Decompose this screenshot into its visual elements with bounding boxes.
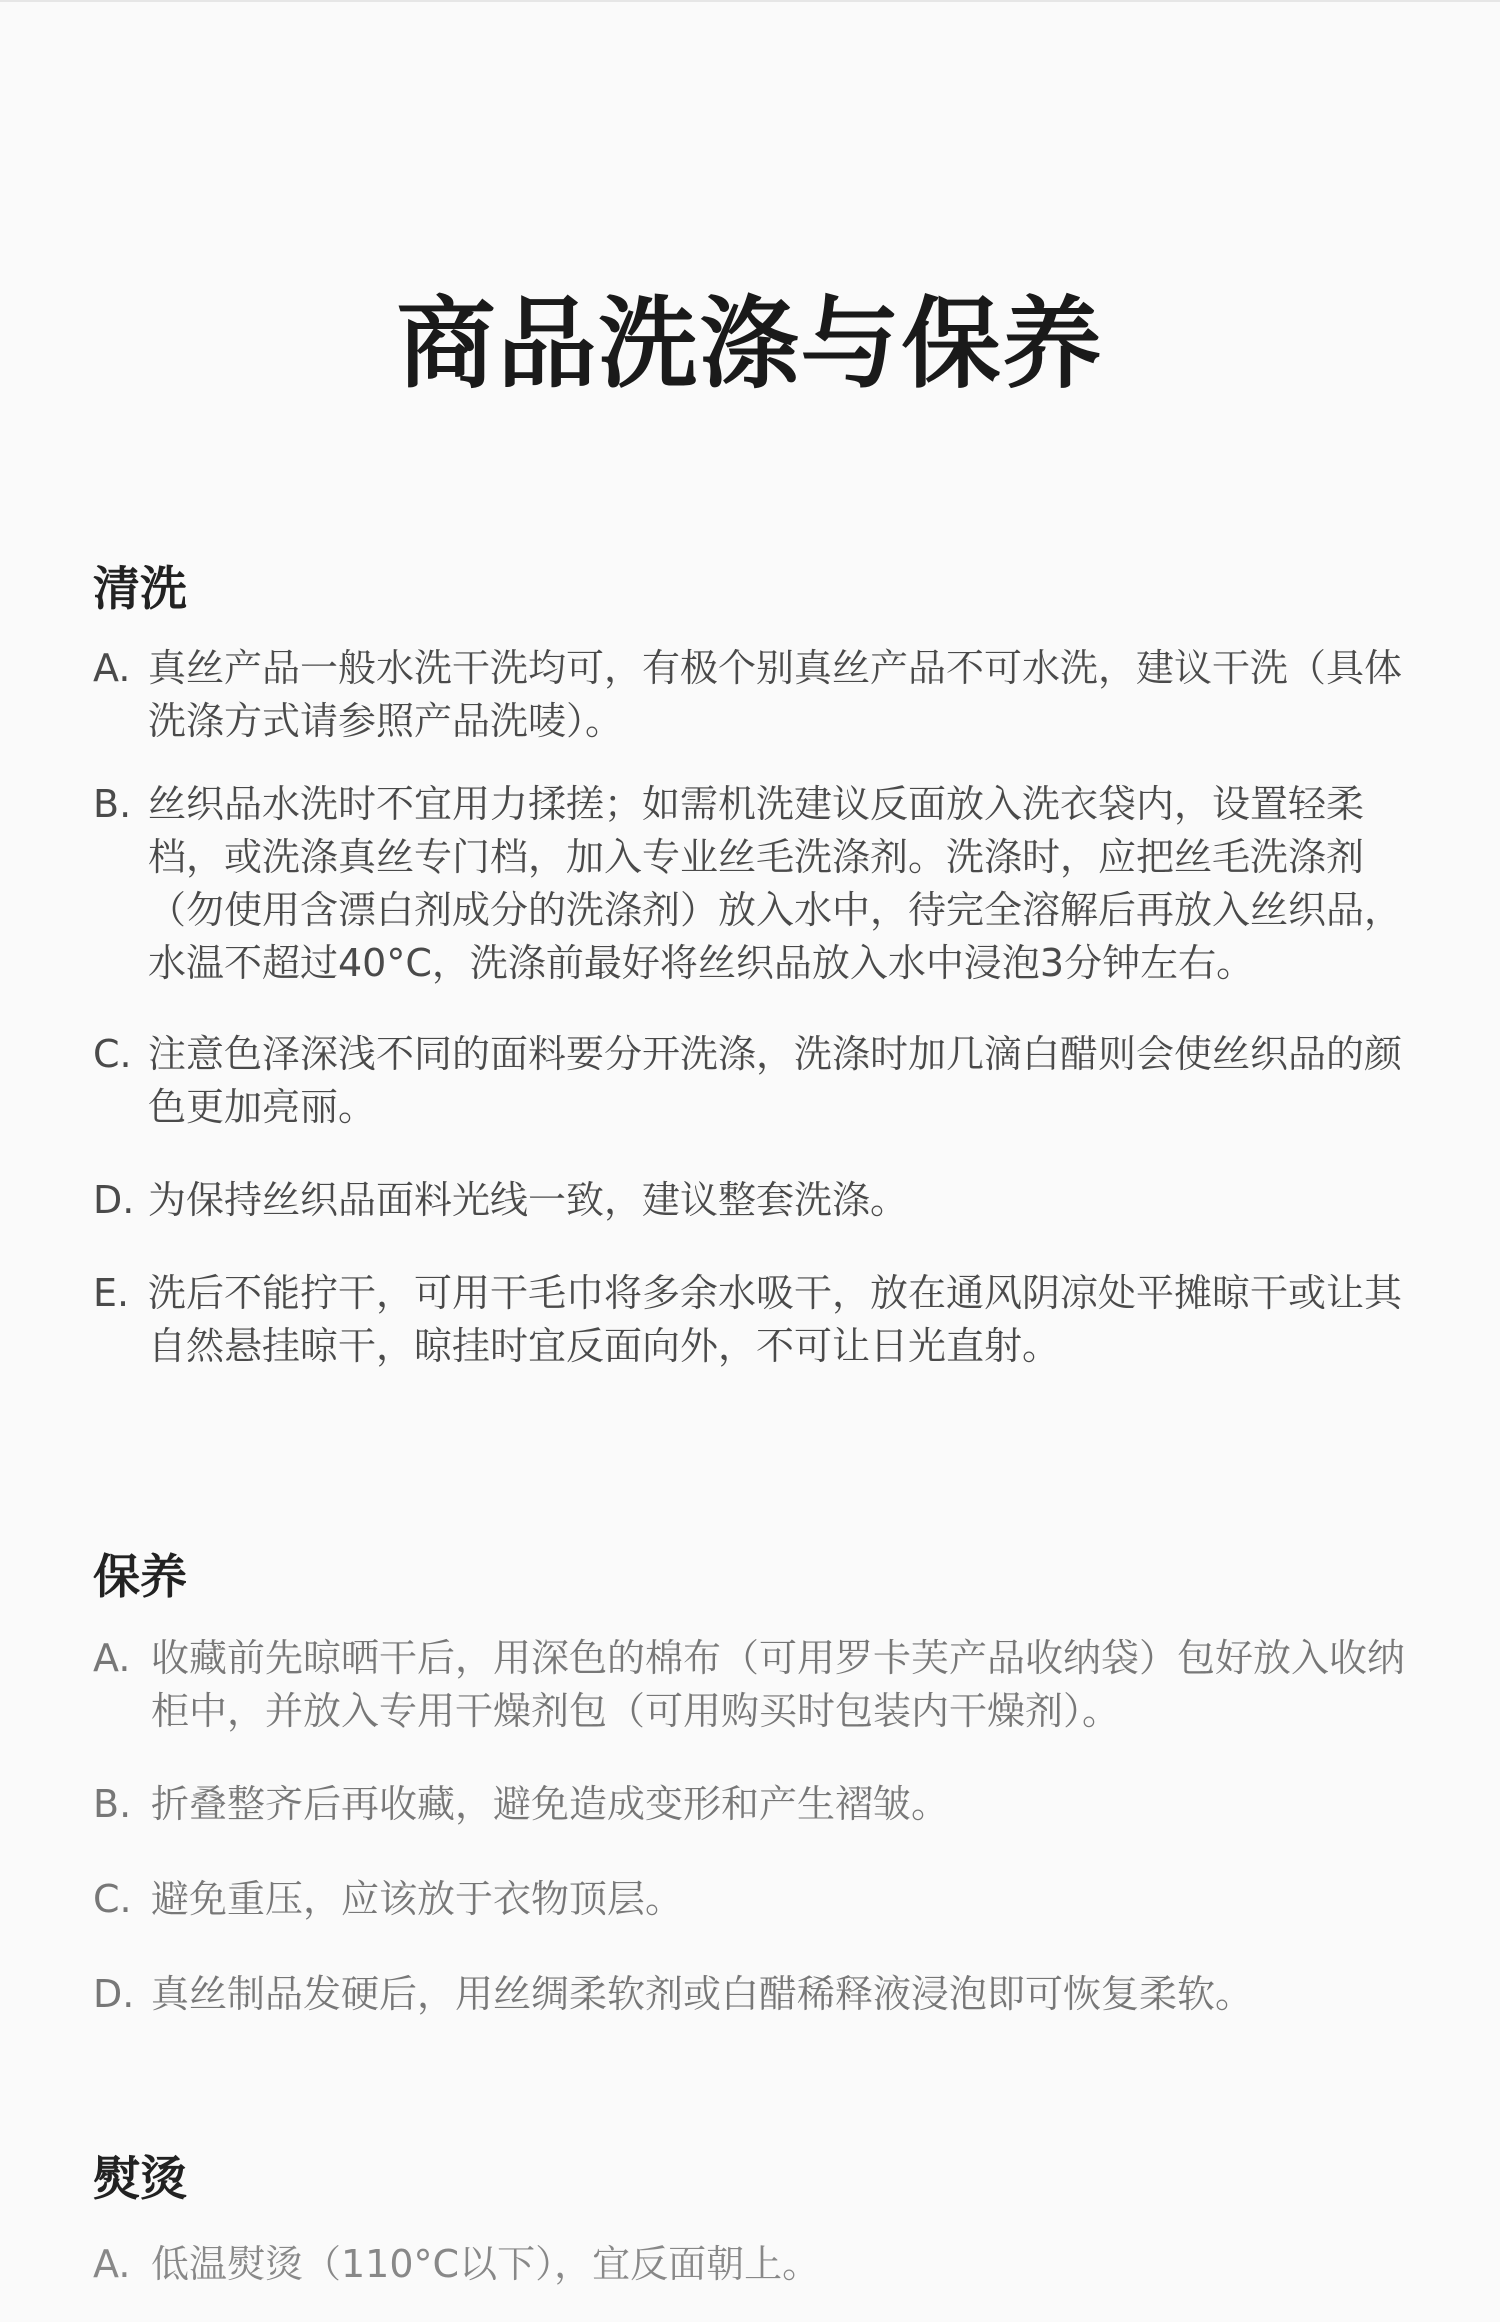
item-letter: C. [93,1032,132,1076]
section-washing [93,560,1423,1373]
list-item [93,1174,1423,1227]
section-ironing [93,2150,1423,2291]
ironing-list [93,2238,1423,2291]
list-item [93,2238,1423,2291]
item-text: 收藏前先晾晒干后，用深色的棉布（可用罗卡芙产品收纳袋）包好放入收纳柜中，并放入专用干燥剂包（可用购买时包装内干燥剂）。 [151,1636,1406,1733]
section-heading-care: 保养 [93,1550,187,1605]
page-title: 商品洗涤与保养 [396,287,1104,403]
list-item [93,1028,1423,1134]
item-text: 真丝产品一般水洗干洗均可，有极个别真丝产品不可水洗，建议干洗（具体洗涤方式请参照产品洗唛）。 [148,646,1403,743]
item-letter: E. [93,1271,130,1315]
list-item [93,1632,1423,1738]
item-letter: D. [93,1178,135,1222]
list-item [93,1267,1423,1373]
list-item [93,778,1423,990]
item-text: 低温熨烫（110°C以下），宜反面朝上。 [151,2242,821,2286]
list-item [93,642,1423,748]
item-letter: B. [93,1782,132,1826]
item-letter: A. [93,2242,131,2286]
item-text: 丝织品水洗时不宜用力揉搓；如需机洗建议反面放入洗衣袋内，设置轻柔档，或洗涤真丝专门档，加入专业丝毛洗涤剂。洗涤时，应把丝毛洗涤剂（勿使用含漂白剂成分的洗涤剂）放入水中，待完全溶解后再放入丝织品，水温不超过40°C，洗涤前最好将丝织品放入水中浸泡3分钟左右。 [148,782,1403,985]
section-heading-ironing: 熨烫 [93,2152,187,2207]
list-item [93,1873,1423,1926]
item-text: 洗后不能拧干，可用干毛巾将多余水吸干，放在通风阴凉处平摊晾干或让其自然悬挂晾干，晾挂时宜反面向外，不可让日光直射。 [148,1271,1403,1368]
list-item [93,1968,1423,2021]
section-care [93,1548,1423,2021]
top-divider [0,0,1500,2]
item-letter: D. [93,1972,135,2016]
washing-list [93,642,1423,1373]
item-text: 为保持丝织品面料光线一致，建议整套洗涤。 [148,1178,909,1222]
care-list [93,1632,1423,2021]
item-letter: C. [93,1877,132,1921]
item-letter: A. [93,646,131,690]
item-letter: A. [93,1636,131,1680]
item-letter: B. [93,782,132,826]
item-text: 注意色泽深浅不同的面料要分开洗涤，洗涤时加几滴白醋则会使丝织品的颜色更加亮丽。 [148,1032,1403,1129]
list-item [93,1778,1423,1831]
item-text: 真丝制品发硬后，用丝绸柔软剂或白醋稀释液浸泡即可恢复柔软。 [151,1972,1254,2016]
section-heading-washing: 清洗 [93,562,187,617]
item-text: 避免重压，应该放于衣物顶层。 [151,1877,684,1921]
item-text: 折叠整齐后再收藏，避免造成变形和产生褶皱。 [151,1782,950,1826]
